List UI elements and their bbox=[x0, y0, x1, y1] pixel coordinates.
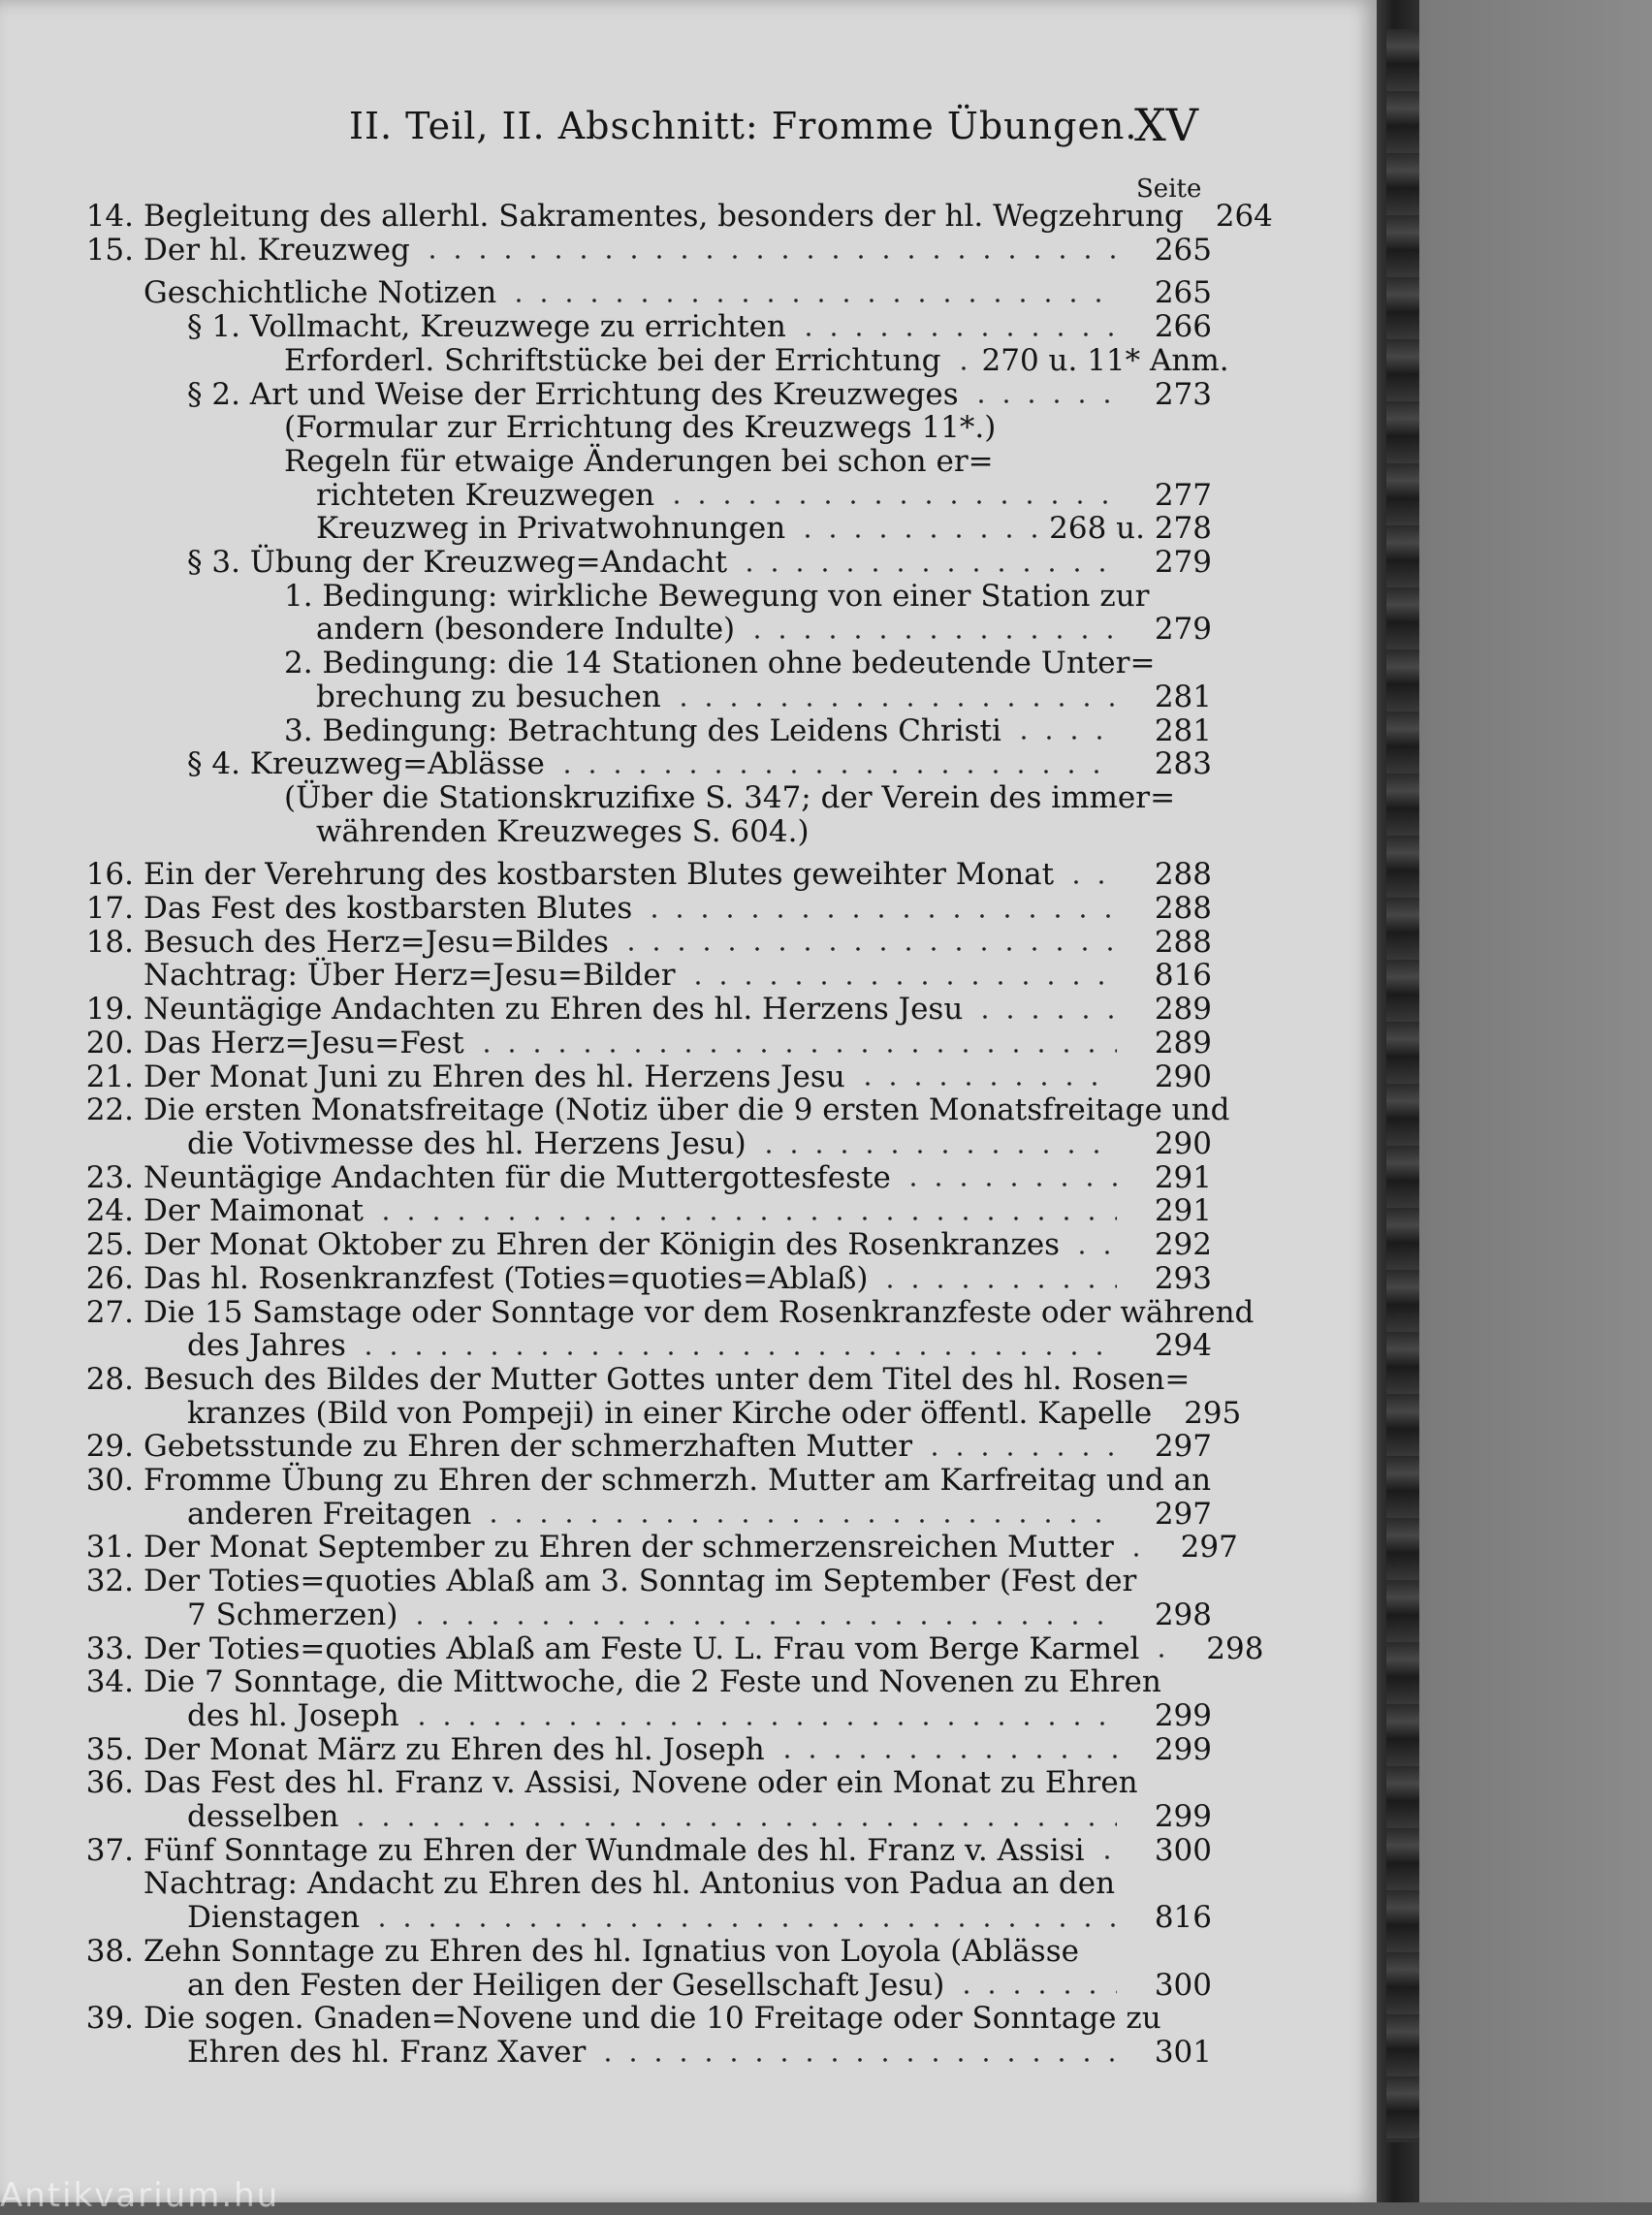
toc-entry bbox=[0, 2002, 1212, 2036]
dot-leader bbox=[756, 1150, 1117, 1154]
entry-number: 19. bbox=[85, 992, 134, 1028]
page-column-label: Seite bbox=[1136, 174, 1202, 204]
entry-number: 18. bbox=[85, 924, 134, 960]
dot-leader bbox=[407, 1621, 1117, 1625]
dot-leader bbox=[506, 299, 1117, 302]
entry-page-number: 293 bbox=[1154, 1260, 1212, 1296]
dot-leader bbox=[775, 1755, 1117, 1758]
dot-leader bbox=[356, 1351, 1117, 1355]
toc-entry bbox=[0, 1194, 1212, 1228]
entry-number: 38. bbox=[85, 1933, 134, 1969]
toc-entry bbox=[0, 1161, 1212, 1195]
entry-number: 31. bbox=[85, 1530, 134, 1566]
entry-title: Die 15 Samstage oder Sonntage vor dem Rosenkranzfeste oder während bbox=[143, 1294, 1255, 1330]
entry-title: Der Monat September zu Ehren der schmerzensreichen Mutter bbox=[143, 1530, 1114, 1566]
entry-number: 37. bbox=[85, 1832, 134, 1868]
entry-title: Besuch des Herz=Jesu=Bildes bbox=[143, 924, 609, 960]
dot-leader bbox=[671, 703, 1117, 707]
entry-page-number: 279 bbox=[1154, 612, 1212, 648]
entry-page-number: 273 bbox=[1154, 376, 1212, 412]
entry-page-number: 298 bbox=[1206, 1630, 1264, 1666]
entry-page-number: 288 bbox=[1154, 924, 1212, 960]
toc-entry bbox=[0, 815, 1212, 849]
toc-entry bbox=[0, 993, 1212, 1027]
entry-page-number: 265 bbox=[1154, 232, 1212, 268]
entry-title: Zehn Sonntage zu Ehren des hl. Ignatius von Loyola (Ablässe bbox=[143, 1933, 1079, 1969]
entry-title: Die sogen. Gnaden=Novene und die 10 Freitage oder Sonntage zu bbox=[143, 2001, 1161, 2037]
entry-title: Die 7 Sonntage, die Mittwoche, die 2 Feste und Novenen zu Ehren bbox=[143, 1664, 1161, 1700]
toc-entry bbox=[0, 378, 1212, 412]
entry-title: Nachtrag: Andacht zu Ehren des hl. Antonius von Padua an den bbox=[143, 1866, 1116, 1902]
toc-entry bbox=[0, 1228, 1212, 1262]
toc-entry bbox=[0, 1530, 1238, 1566]
entry-page-number: 299 bbox=[1154, 1799, 1212, 1835]
toc-entry bbox=[0, 342, 1229, 378]
entry-title: § 4. Kreuzweg=Ablässe bbox=[187, 746, 545, 782]
entry-page-number: 294 bbox=[1154, 1328, 1212, 1364]
dot-leader bbox=[1064, 880, 1117, 884]
entry-page-number: 281 bbox=[1154, 712, 1212, 748]
toc-entry bbox=[0, 1027, 1212, 1060]
dot-leader bbox=[642, 914, 1117, 918]
dot-leader bbox=[1095, 1855, 1117, 1859]
toc-entry bbox=[0, 1901, 1212, 1935]
dot-leader bbox=[972, 1015, 1117, 1019]
entry-title: 3. Bedingung: Betrachtung des Leidens Christi bbox=[284, 712, 1001, 748]
toc-entry bbox=[0, 1630, 1264, 1666]
entry-title: Der Toties=quoties Ablaß am Feste U. L. Frau vom Berge Karmel bbox=[143, 1630, 1140, 1666]
entry-title: an den Festen der Heiligen der Gesellschaft Jesu) bbox=[187, 1967, 945, 2003]
entry-page-number: 264 bbox=[1215, 199, 1273, 234]
entry-title: Das Fest des hl. Franz v. Assisi, Novene oder ein Monat zu Ehren bbox=[143, 1765, 1138, 1801]
entry-number: 30. bbox=[85, 1463, 134, 1499]
toc-entry bbox=[0, 1395, 1242, 1431]
entry-title: § 1. Vollmacht, Kreuzwege zu errichten bbox=[187, 309, 786, 345]
toc-entry bbox=[0, 1834, 1212, 1868]
toc-entry bbox=[0, 512, 1212, 546]
dot-leader bbox=[481, 1519, 1117, 1523]
entry-page-number: 299 bbox=[1154, 1731, 1212, 1767]
entry-page-number: 295 bbox=[1184, 1395, 1242, 1431]
toc-entry bbox=[0, 2036, 1212, 2070]
toc-entry bbox=[0, 1329, 1212, 1363]
toc-entry bbox=[0, 1699, 1212, 1733]
entry-page-number: 268 u. 278 bbox=[1049, 511, 1212, 547]
toc-entry bbox=[0, 1363, 1212, 1397]
dot-leader bbox=[595, 2058, 1117, 2062]
entry-title: Der Toties=quoties Ablaß am 3. Sonntag im September (Fest der bbox=[143, 1564, 1137, 1599]
entry-page-number: 297 bbox=[1154, 1429, 1212, 1465]
dot-leader bbox=[1149, 1654, 1168, 1658]
dot-leader bbox=[969, 399, 1117, 403]
entry-title: Fünf Sonntage zu Ehren der Wundmale des hl. Franz v. Assisi bbox=[143, 1832, 1085, 1868]
toc-entry bbox=[0, 1294, 1255, 1330]
entry-number: 24. bbox=[85, 1193, 134, 1229]
entry-page-number: 290 bbox=[1154, 1125, 1212, 1161]
toc-entry bbox=[0, 310, 1212, 344]
dot-leader bbox=[737, 568, 1117, 572]
toc-entry bbox=[0, 1127, 1212, 1161]
entry-title: Neuntägige Andachten zu Ehren des hl. Herzens Jesu bbox=[143, 992, 964, 1028]
entry-number: 36. bbox=[85, 1765, 134, 1801]
entry-number: 26. bbox=[85, 1260, 134, 1296]
dot-leader bbox=[373, 1217, 1117, 1220]
header-page-number: XV bbox=[1134, 99, 1198, 151]
toc-entry bbox=[0, 199, 1273, 234]
toc-entry bbox=[0, 892, 1212, 926]
dot-leader bbox=[685, 981, 1117, 985]
entry-page-number: 298 bbox=[1154, 1597, 1212, 1632]
entry-page-number: 279 bbox=[1154, 545, 1212, 581]
entry-title: Begleitung des allerhl. Sakramentes, besonders der hl. Wegzehrung bbox=[143, 199, 1184, 234]
entry-page-number: 288 bbox=[1154, 891, 1212, 927]
dot-leader bbox=[1011, 736, 1117, 740]
entry-title: Dienstagen bbox=[187, 1900, 361, 1936]
toc-entry bbox=[0, 959, 1212, 993]
entry-title: Das hl. Rosenkranzfest (Toties=quoties=Ablaß) bbox=[143, 1260, 869, 1296]
entry-title: brechung zu besuchen bbox=[316, 679, 661, 714]
entry-title: richteten Kreuzwegen bbox=[316, 477, 655, 513]
header-title: II. Teil, II. Abschnitt: Fromme Übungen. bbox=[349, 105, 1138, 147]
entry-page-number: 288 bbox=[1154, 857, 1212, 893]
entry-number: 25. bbox=[85, 1227, 134, 1263]
entry-title: Das Herz=Jesu=Fest bbox=[143, 1025, 464, 1060]
entry-number: 22. bbox=[85, 1092, 134, 1128]
entry-title: Gebetsstunde zu Ehren der schmerzhaften Mutter bbox=[143, 1429, 913, 1465]
dot-leader bbox=[474, 1049, 1117, 1053]
entry-number: 27. bbox=[85, 1294, 134, 1330]
toc-entry bbox=[0, 1800, 1212, 1834]
entry-page-number: 301 bbox=[1154, 2034, 1212, 2070]
entry-title: Erforderl. Schriftstücke bei der Errichtung bbox=[284, 342, 941, 378]
entry-title: andern (besondere Indulte) bbox=[316, 612, 736, 648]
entry-page-number: 283 bbox=[1154, 746, 1212, 782]
dot-leader bbox=[1124, 1553, 1143, 1557]
entry-title: kranzes (Bild von Pompeji) in einer Kirche oder öffentl. Kapelle bbox=[187, 1395, 1153, 1431]
entry-title: Besuch des Bildes der Mutter Gottes unter dem Titel des hl. Rosen= bbox=[143, 1361, 1191, 1397]
entry-title: Der Maimonat bbox=[143, 1193, 364, 1229]
entry-title: 7 Schmerzen) bbox=[187, 1597, 398, 1632]
entry-title: Neuntägige Andachten für die Muttergottesfeste bbox=[143, 1159, 891, 1195]
entry-number: 33. bbox=[85, 1630, 134, 1666]
entry-page-number: 265 bbox=[1154, 275, 1212, 311]
entry-title: Ein der Verehrung des kostbarsten Blutes geweihter Monat bbox=[143, 857, 1055, 893]
entry-title: des hl. Joseph bbox=[187, 1697, 399, 1733]
entry-title: Die ersten Monatsfreitage (Notiz über die 9 ersten Monatsfreitage und bbox=[143, 1092, 1230, 1128]
entry-title: § 2. Art und Weise der Errichtung des Kreuzweges bbox=[187, 376, 959, 412]
dot-leader bbox=[855, 1082, 1117, 1086]
dot-leader bbox=[1069, 1250, 1117, 1254]
entry-title: Der Monat Oktober zu Ehren der Königin des Rosenkranzes bbox=[143, 1227, 1061, 1263]
entry-page-number: 816 bbox=[1154, 958, 1212, 994]
entry-number: 23. bbox=[85, 1159, 134, 1195]
entry-number: 14. bbox=[85, 199, 134, 234]
toc-entry bbox=[0, 1969, 1212, 2003]
dot-leader bbox=[348, 1822, 1117, 1826]
entry-title: Der hl. Kreuzweg bbox=[143, 232, 410, 268]
toc-entry bbox=[0, 858, 1212, 892]
entry-number: 34. bbox=[85, 1664, 134, 1700]
entry-title: Das Fest des kostbarsten Blutes bbox=[143, 891, 633, 927]
entry-title: Kreuzweg in Privatwohnungen bbox=[316, 511, 786, 547]
entry-page-number: 290 bbox=[1154, 1059, 1212, 1094]
entry-title: (Formular zur Errichtung des Kreuzwegs 11*.) bbox=[284, 410, 997, 446]
entry-title: Der Monat März zu Ehren des hl. Joseph bbox=[143, 1731, 765, 1767]
toc-entry bbox=[0, 546, 1212, 580]
dot-leader bbox=[619, 947, 1117, 951]
toc-entry bbox=[0, 1766, 1212, 1800]
entry-title: § 3. Übung der Kreuzweg=Andacht bbox=[187, 545, 728, 581]
entry-title: (Über die Stationskruzifixe S. 347; der Verein des immer= bbox=[284, 779, 1176, 815]
toc-entry bbox=[0, 1665, 1212, 1699]
entry-title: anderen Freitagen bbox=[187, 1496, 472, 1532]
toc-entry bbox=[0, 234, 1212, 268]
entry-page-number: 300 bbox=[1154, 1832, 1212, 1868]
watermark: Antikvarium.hu bbox=[0, 2176, 280, 2215]
entry-title: Der Monat Juni zu Ehren des hl. Herzens Jesu bbox=[143, 1059, 845, 1094]
dot-leader bbox=[954, 1990, 1117, 1994]
toc-entry bbox=[0, 613, 1212, 647]
dot-leader bbox=[369, 1923, 1117, 1927]
dot-leader bbox=[420, 255, 1117, 259]
toc-entry bbox=[0, 1060, 1212, 1094]
entry-number: 15. bbox=[85, 232, 134, 268]
toc-entry bbox=[0, 411, 1212, 445]
entry-page-number: 270 u. 11* Anm. bbox=[981, 342, 1229, 378]
entry-title: desselben bbox=[187, 1799, 339, 1835]
toc-entry bbox=[0, 1092, 1230, 1128]
toc-entry bbox=[0, 680, 1212, 714]
toc-entry bbox=[0, 1498, 1212, 1532]
entry-title: Ehren des hl. Franz Xaver bbox=[187, 2034, 587, 2070]
entry-page-number: 299 bbox=[1154, 1697, 1212, 1733]
book-spine bbox=[1386, 29, 1419, 2142]
dot-leader bbox=[922, 1452, 1117, 1456]
entry-title: 2. Bedingung: die 14 Stationen ohne bedeutende Unter= bbox=[284, 646, 1156, 681]
dot-leader bbox=[745, 635, 1117, 639]
toc-entry bbox=[0, 445, 1212, 479]
entry-title: Geschichtliche Notizen bbox=[143, 275, 497, 311]
toc-entry bbox=[0, 714, 1212, 748]
dot-leader bbox=[555, 770, 1117, 774]
entry-page-number: 291 bbox=[1154, 1193, 1212, 1229]
toc-entry bbox=[0, 1867, 1212, 1901]
toc-entry bbox=[0, 1464, 1212, 1498]
entry-number: 20. bbox=[85, 1025, 134, 1060]
entry-title: die Votivmesse des hl. Herzens Jesu) bbox=[187, 1125, 747, 1161]
entry-page-number: 289 bbox=[1154, 992, 1212, 1028]
toc-entry bbox=[0, 580, 1212, 614]
entry-number: 32. bbox=[85, 1564, 134, 1599]
toc-entry bbox=[0, 647, 1212, 680]
entry-page-number: 277 bbox=[1154, 477, 1212, 513]
entry-page-number: 297 bbox=[1154, 1496, 1212, 1532]
toc-entry bbox=[0, 926, 1212, 960]
dot-leader bbox=[664, 500, 1117, 504]
entry-number: 28. bbox=[85, 1361, 134, 1397]
entry-title: Fromme Übung zu Ehren der schmerzh. Mutter am Karfreitag und an bbox=[143, 1463, 1212, 1499]
entry-page-number: 816 bbox=[1154, 1900, 1212, 1936]
entry-page-number: 289 bbox=[1154, 1025, 1212, 1060]
dot-leader bbox=[951, 366, 970, 370]
entry-page-number: 281 bbox=[1154, 679, 1212, 714]
background-surface bbox=[1419, 0, 1652, 2202]
entry-title: währenden Kreuzweges S. 604.) bbox=[316, 813, 810, 849]
toc-entry bbox=[0, 479, 1212, 513]
toc-entry bbox=[0, 1430, 1212, 1464]
entry-number: 29. bbox=[85, 1429, 134, 1465]
toc-entry bbox=[0, 747, 1212, 781]
entry-title: 1. Bedingung: wirkliche Bewegung von einer Station zur bbox=[284, 578, 1150, 614]
toc-entry bbox=[0, 1565, 1212, 1598]
entry-number: 21. bbox=[85, 1059, 134, 1094]
table-of-contents bbox=[0, 199, 1273, 2070]
entry-number: 17. bbox=[85, 891, 134, 927]
toc-entry bbox=[0, 1733, 1212, 1767]
entry-number: 39. bbox=[85, 2001, 134, 2037]
entry-title: Regeln für etwaige Änderungen bei schon er= bbox=[284, 443, 994, 479]
toc-entry bbox=[0, 1262, 1212, 1296]
entry-page-number: 266 bbox=[1154, 309, 1212, 345]
dot-leader bbox=[901, 1183, 1117, 1187]
toc-entry bbox=[0, 781, 1212, 815]
entry-page-number: 291 bbox=[1154, 1159, 1212, 1195]
toc-entry bbox=[0, 276, 1212, 310]
toc-entry bbox=[0, 1935, 1212, 1969]
entry-page-number: 300 bbox=[1154, 1967, 1212, 2003]
entry-title: Nachtrag: Über Herz=Jesu=Bilder bbox=[143, 958, 676, 994]
entry-page-number: 297 bbox=[1180, 1530, 1238, 1566]
dot-leader bbox=[796, 332, 1117, 336]
entry-title: des Jahres bbox=[187, 1328, 346, 1364]
dot-leader bbox=[877, 1284, 1117, 1288]
entry-number: 16. bbox=[85, 857, 134, 893]
dot-leader bbox=[409, 1722, 1117, 1725]
dot-leader bbox=[795, 534, 1037, 538]
toc-entry bbox=[0, 1598, 1212, 1632]
entry-number: 35. bbox=[85, 1731, 134, 1767]
entry-page-number: 292 bbox=[1154, 1227, 1212, 1263]
